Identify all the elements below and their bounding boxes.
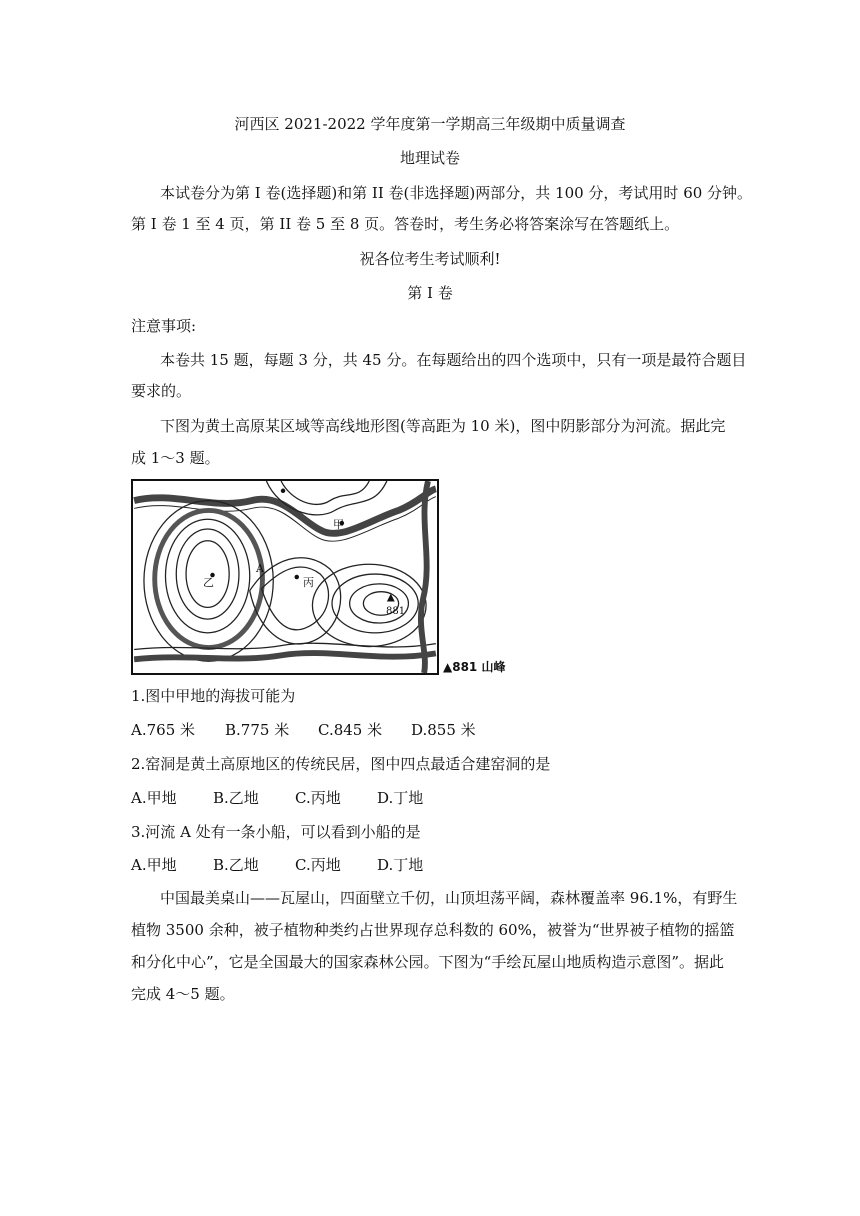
map-point-bing	[295, 575, 300, 580]
volume-title: 第 I 卷	[407, 284, 453, 302]
q2-option-b[interactable]: B.乙地	[213, 789, 259, 807]
passage2-line-4: 完成 4～5 题。	[131, 985, 235, 1003]
question-3-stem: 3.河流 A 处有一条小船，可以看到小船的是	[131, 823, 421, 841]
q3-option-d[interactable]: D.丁地	[377, 856, 424, 874]
q2-option-d[interactable]: D.丁地	[377, 789, 424, 807]
q3-option-c[interactable]: C.丙地	[295, 856, 341, 874]
notes-line-1: 本卷共 15 题，每题 3 分，共 45 分。在每题给出的四个选项中，只有一项是最符合题目	[160, 351, 747, 369]
contour-map	[131, 479, 439, 675]
intro-line-1: 本试卷分为第 I 卷(选择题)和第 II 卷(非选择题)两部分，共 100 分，考试用时 60 分钟。	[160, 184, 753, 202]
notes-line-2: 要求的。	[131, 382, 192, 400]
q3-option-a[interactable]: A.甲地	[131, 856, 177, 874]
q3-option-b[interactable]: B.乙地	[213, 856, 259, 874]
passage2-line-3: 和分化中心”，它是全国最大的国家森林公园。下图为“手绘瓦屋山地质构造示意图”。据此	[131, 953, 725, 971]
q1-option-a[interactable]: A.765 米	[131, 721, 195, 739]
contour-map-drawing	[133, 481, 437, 673]
passage2-line-2: 植物 3500 余种，被子植物种类约占世界现存总科数的 60%，被誉为“世界被子植物的摇篮	[131, 921, 735, 939]
q1-option-d[interactable]: D.855 米	[411, 721, 476, 739]
intro-line-2: 第 I 卷 1 至 4 页，第 II 卷 5 至 8 页。答卷时，考生务必将答案涂写在答题纸上。	[131, 215, 680, 233]
q2-option-a[interactable]: A.甲地	[131, 789, 177, 807]
q1-option-b[interactable]: B.775 米	[225, 721, 290, 739]
question-2-stem: 2.窑洞是黄土高原地区的传统民居，图中四点最适合建窑洞的是	[131, 755, 551, 773]
map-point-ding	[281, 489, 286, 494]
label-yi: 乙	[203, 576, 214, 589]
map-legend: ▲881 山峰	[443, 660, 506, 674]
label-jia: 甲	[333, 518, 344, 531]
wish-line: 祝各位考生考试顺利!	[359, 250, 501, 268]
passage1-line-1: 下图为黄土高原某区域等高线地形图(等高距为 10 米)，图中阴影部分为河流。据此完	[160, 417, 726, 435]
passage1-line-2: 成 1～3 题。	[131, 449, 220, 467]
q2-option-c[interactable]: C.丙地	[295, 789, 341, 807]
subject-title: 地理试卷	[399, 149, 460, 167]
notes-heading: 注意事项:	[131, 317, 197, 335]
label-peak-value: 881	[386, 606, 406, 617]
q1-option-c[interactable]: C.845 米	[318, 721, 383, 739]
exam-title: 河西区 2021-2022 学年度第一学期高三年级期中质量调查	[234, 115, 626, 133]
label-bing: 丙	[303, 576, 314, 589]
question-1-stem: 1.图中甲地的海拔可能为	[131, 687, 296, 705]
passage2-line-1: 中国最美桌山——瓦屋山，四面壁立千仞，山顶坦荡平阔，森林覆盖率 96.1%，有野生	[160, 889, 738, 907]
label-river-a: A	[256, 562, 264, 575]
